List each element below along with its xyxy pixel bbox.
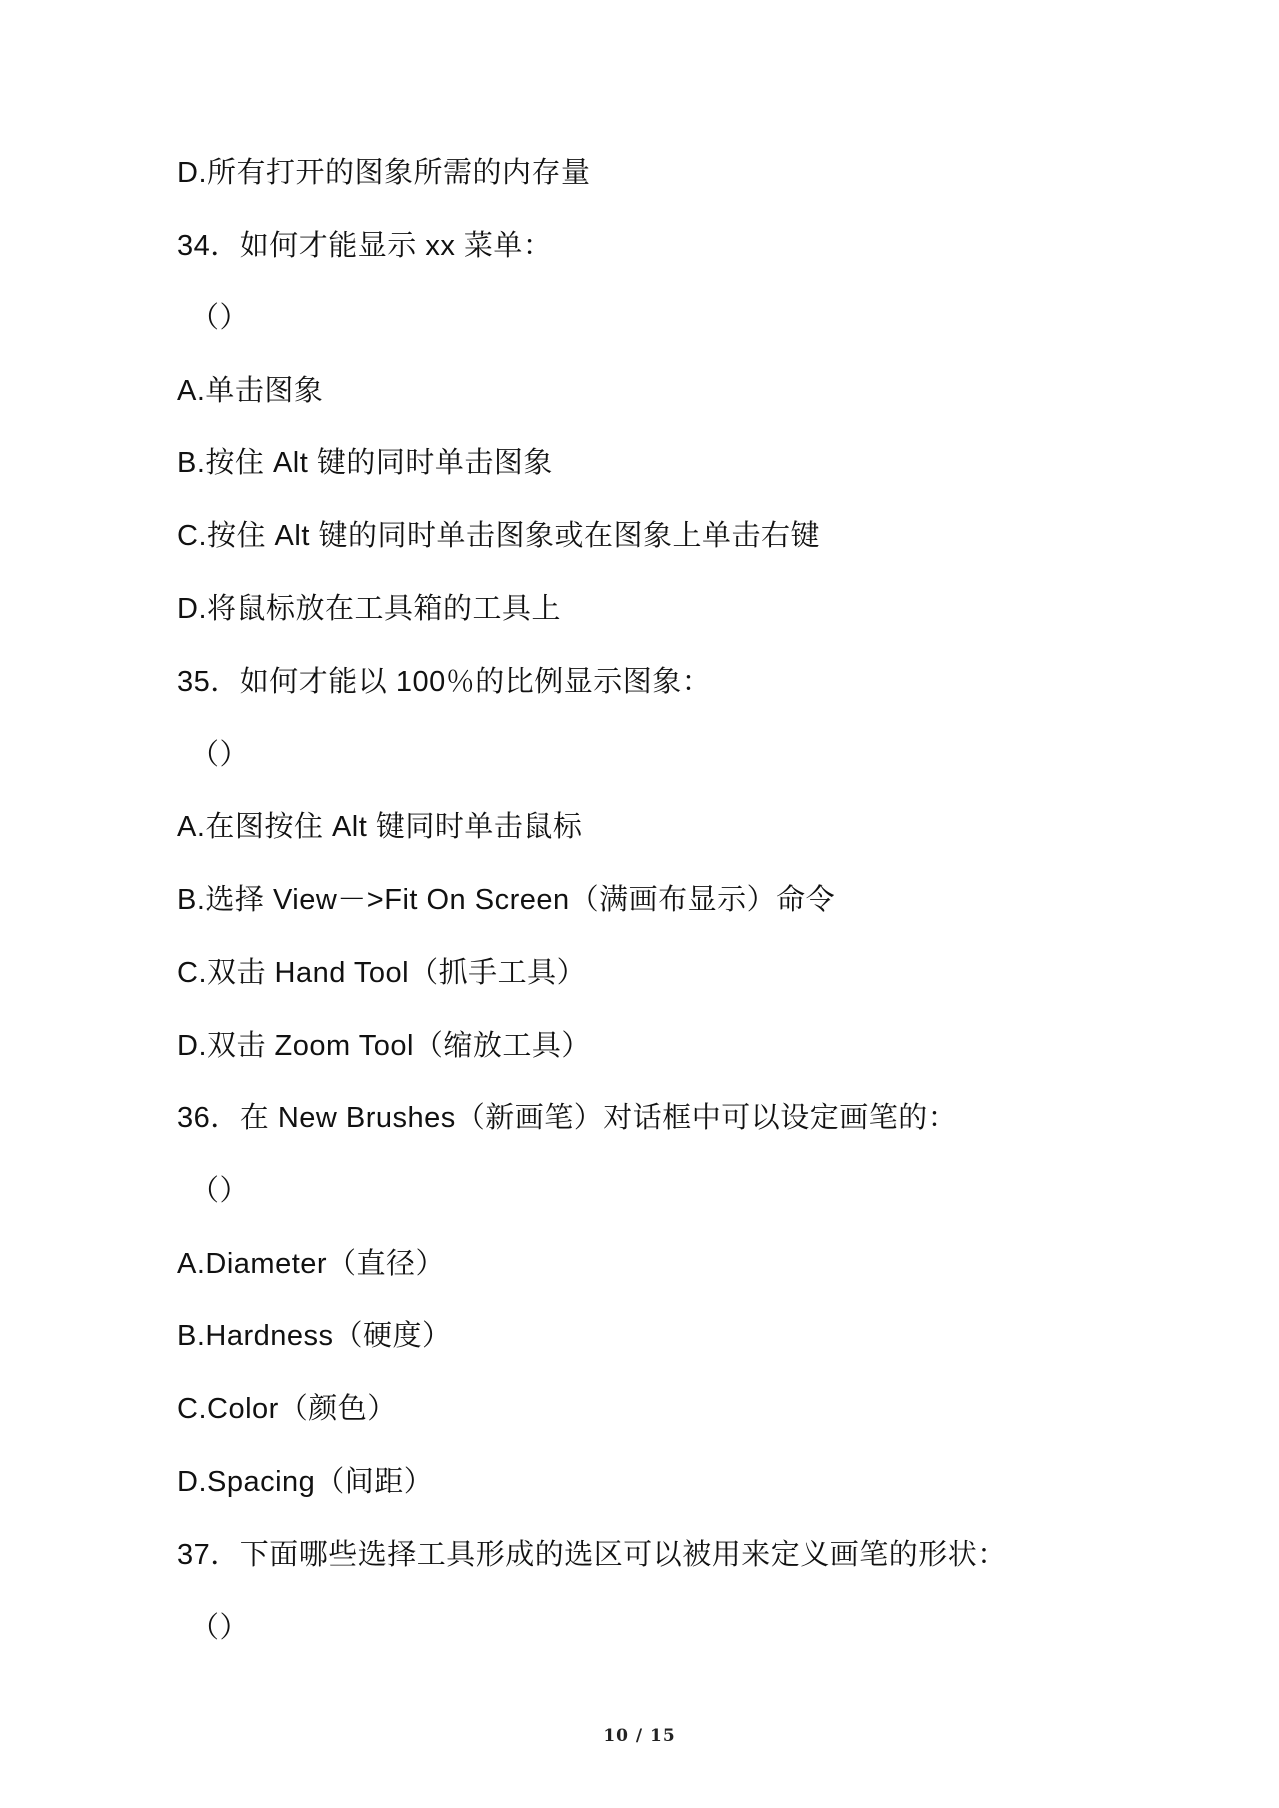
option-b-line: B.选择 View－>Fit On Screen（满画布显示）命令 <box>177 884 836 916</box>
option-c-line: C.双击 Hand Tool（抓手工具） <box>177 957 587 989</box>
option-b-line: B.Hardness（硬度） <box>177 1320 452 1352</box>
option-c-line: C.Color（颜色） <box>177 1393 397 1425</box>
page-number: 10 / 15 <box>603 1726 676 1746</box>
question-37: 37．下面哪些选择工具形成的选区可以被用来定义画笔的形状： <box>177 1539 1007 1571</box>
question-36: 36．在 New Brushes（新画笔）对话框中可以设定画笔的： <box>177 1102 958 1134</box>
option-d-line: D.所有打开的图象所需的内存量 <box>177 157 591 189</box>
option-a-line: A.Diameter（直径） <box>177 1248 446 1280</box>
option-d-line: D.Spacing（间距） <box>177 1466 434 1498</box>
option-a-line: A.单击图象 <box>177 375 324 407</box>
option-c-line: C.按住 Alt 键的同时单击图象或在图象上单击右键 <box>177 520 820 552</box>
answer-blank: （） <box>190 1175 250 1207</box>
question-35: 35．如何才能以 100％的比例显示图象： <box>177 666 712 698</box>
option-d-line: D.双击 Zoom Tool（缩放工具） <box>177 1030 591 1062</box>
option-d-line: D.将鼠标放在工具箱的工具上 <box>177 593 562 625</box>
option-a-line: A.在图按住 Alt 键同时单击鼠标 <box>177 811 583 843</box>
question-34: 34．如何才能显示 xx 菜单： <box>177 230 553 262</box>
option-b-line: B.按住 Alt 键的同时单击图象 <box>177 447 553 479</box>
answer-blank: （） <box>190 1612 250 1644</box>
answer-blank: （） <box>190 739 250 771</box>
answer-blank: （） <box>190 302 250 334</box>
